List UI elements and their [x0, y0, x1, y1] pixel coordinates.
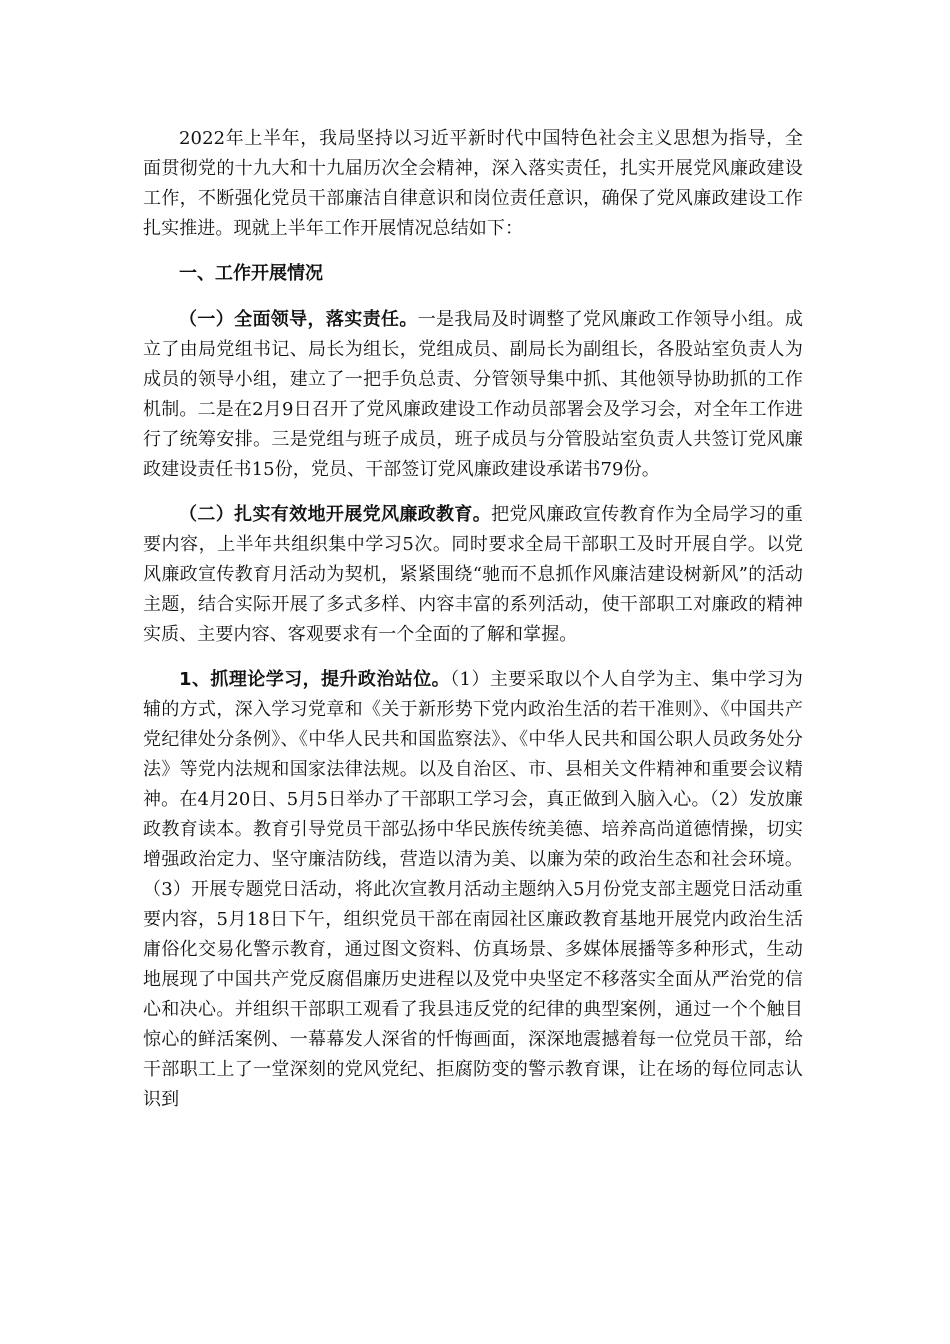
subsection-2-paragraph [143, 500, 803, 650]
subsection-1-text: 一是我局及时调整了党风廉政工作领导小组。成立了由局党组书记、局长为组长，党组成员、副局长为副组长，各股站室负责人为成员的领导小组，建立了一把手负总责、分管领导集中抓、其他领导协助抓的工作机制。二是在2月9日召开了党风廉政建设工作动员部署会及学习会，对全年工作进行了统筹安排。三是党组与班子成员，班子成员与分管股站室负责人共签订党风廉政建设责任书15份，党员、干部签订党风廉政建设承诺书79份。 [143, 309, 803, 480]
subsection-2-text: 把党风廉政宣传教育作为全局学习的重要内容，上半年共组织集中学习5次。同时要求全局干部职工及时开展自学。以党风廉政宣传教育月活动为契机，紧紧围绕“驰而不息抓作风廉洁建设树新风”的活动主题，结合实际开展了多式多样、内容丰富的系列活动，使干部职工对廉政的精神实质、主要内容、客观要求有一个全面的了解和掌握。 [143, 504, 803, 645]
subsection-1-lead: （一）全面领导，落实责任。 [179, 309, 418, 330]
subsection-1-paragraph [143, 305, 803, 485]
document-page [143, 124, 803, 1130]
section-heading-work-progress: 一、工作开展情况 [179, 263, 323, 284]
item-1-lead: 1、抓理论学习，提升政治站位。 [179, 669, 451, 690]
item-1-text: （1）主要采取以个人自学为主、集中学习为辅的方式，深入学习党章和《关于新形势下党内政治生活的若干准则》、《中国共产党纪律处分条例》、《中华人民共和国监察法》、《中华人民共和国公职人员政务处分法》等党内法规和国家法律法规。以及自治区、市、县相关文件精神和重要会议精神。在4月20日、5月5日举办了干部职工学习会，真正做到入脑入心。（2）发放廉政教育读本。教育引导党员干部弘扬中华民族传统美德、培养高尚道德情操，切实增强政治定力、坚守廉洁防线，营造以清为美、以廉为荣的政治生态和社会环境。（3）开展专题党日活动，将此次宣教月活动主题纳入5月份党支部主题党日活动重要内容，5月18日下午，组织党员干部在南园社区廉政教育基地开展党内政治生活庸俗化交易化警示教育，通过图文资料、仿真场景、多媒体展播等多种形式，生动地展现了中国共产党反腐倡廉历史进程以及党中央坚定不移落实全面从严治党的信心和决心。并组织干部职工观看了我县违反党的纪律的典型案例，通过一个个触目惊心的鲜活案例、一幕幕发人深省的忏悔画面，深深地震撼着每一位党员干部，给干部职工上了一堂深刻的党风党纪、拒腐防变的警示教育课，让在场的每位同志认识到 [143, 669, 803, 1110]
intro-paragraph: 2022年上半年，我局坚持以习近平新时代中国特色社会主义思想为指导，全面贯彻党的十九大和十九届历次全会精神，深入落实责任，扎实开展党风廉政建设工作，不断强化党员干部廉洁自律意识和岗位责任意识，确保了党风廉政建设工作扎实推进。现就上半年工作开展情况总结如下： [143, 128, 803, 239]
subsection-2-lead: （二）扎实有效地开展党风廉政教育。 [179, 504, 492, 525]
item-1-paragraph [143, 665, 803, 1115]
